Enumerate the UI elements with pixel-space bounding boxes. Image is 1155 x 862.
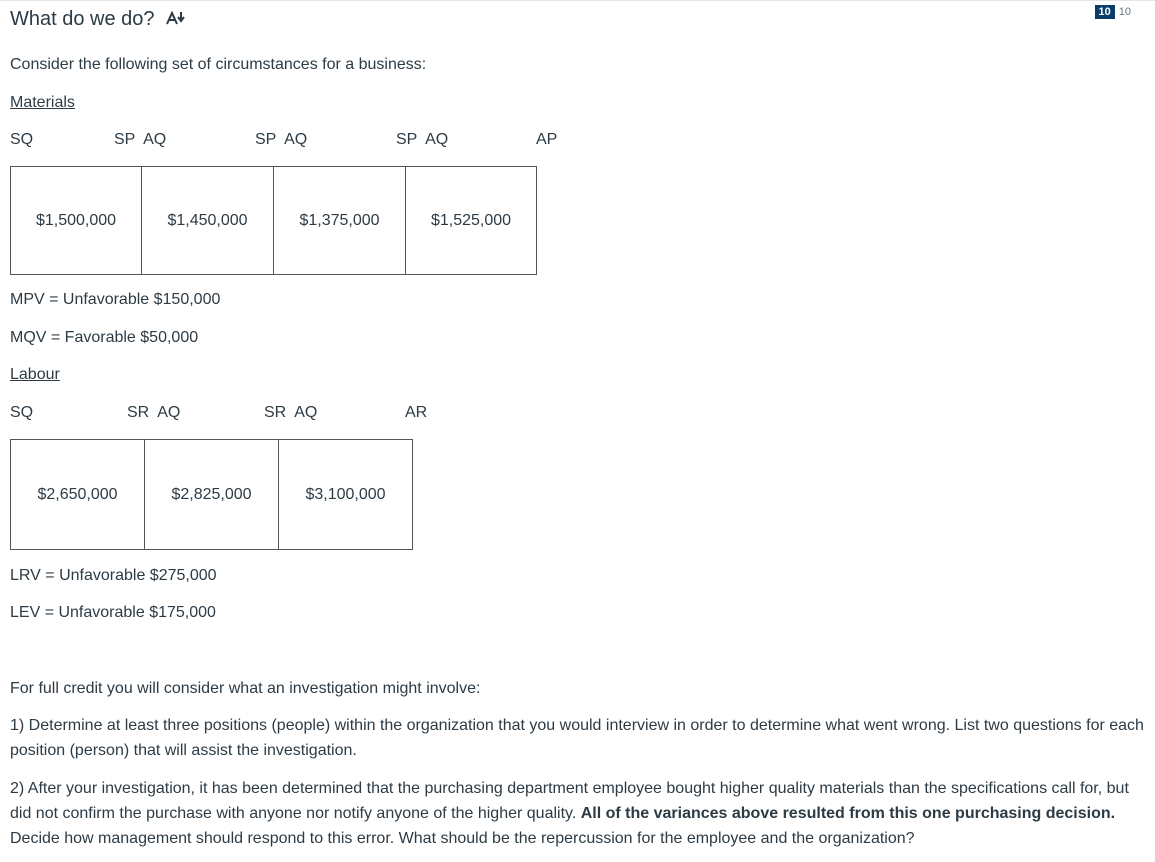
- table-cell: $2,650,000: [11, 440, 145, 550]
- mpv-text: MPV = Unfavorable $150,000: [10, 291, 221, 308]
- points-earned: 10: [1095, 5, 1115, 19]
- instruction-item-1: 1) Determine at least three positions (people) within the organization that you would interview in order to determine what went wrong. List two questions for each position (person) that will assist the investigation.: [10, 717, 1144, 759]
- lrv-text: LRV = Unfavorable $275,000: [10, 567, 217, 584]
- labour-col-label: SR AQ: [264, 404, 318, 421]
- materials-col-label: SP AQ: [114, 131, 167, 148]
- instruction-item-2: [10, 776, 1145, 851]
- text-to-speech-icon[interactable]: [166, 8, 186, 31]
- table-cell: $1,500,000: [11, 167, 142, 275]
- labour-heading: Labour: [10, 366, 60, 383]
- points-total: 10: [1118, 6, 1131, 18]
- table-cell: $2,825,000: [145, 440, 279, 550]
- table-row: [11, 167, 537, 275]
- labour-table: [10, 439, 413, 550]
- table-row: [11, 440, 413, 550]
- mqv-text: MQV = Favorable $50,000: [10, 329, 199, 346]
- instruction-item-2-start: 2) After your investigation, it has been determined that the purchasing department employee bought higher quality materials than the specifications call for, but did not confirm the purchase with anyone nor notify anyone of the higher quality.: [10, 780, 1129, 822]
- question-title: [10, 8, 186, 31]
- table-cell: $1,525,000: [406, 167, 537, 275]
- lev-text: LEV = Unfavorable $175,000: [10, 604, 216, 621]
- materials-col-label: SP AQ: [396, 131, 449, 148]
- question-title-text: What do we do?: [10, 8, 155, 30]
- table-cell: $1,375,000: [274, 167, 406, 275]
- materials-col-label: SQ: [10, 131, 34, 148]
- intro-text: Consider the following set of circumstances for a business:: [10, 56, 427, 73]
- materials-col-label: SP AQ: [255, 131, 308, 148]
- materials-col-label: AP: [536, 131, 558, 148]
- materials-heading: Materials: [10, 94, 75, 111]
- labour-col-label: AR: [405, 404, 428, 421]
- points-badge: [1095, 5, 1136, 19]
- table-cell: $3,100,000: [279, 440, 413, 550]
- instruction-item-2-end: Decide how management should respond to this error. What should be the repercussion for the employee and the organization?: [10, 830, 915, 847]
- labour-col-label: SR AQ: [127, 404, 181, 421]
- top-divider: [0, 0, 1155, 1]
- materials-table: [10, 166, 537, 275]
- labour-col-label: SQ: [10, 404, 34, 421]
- instruction-item-2-bold: All of the variances above resulted from this one purchasing decision.: [580, 805, 1116, 822]
- credit-text: For full credit you will consider what an investigation might involve:: [10, 680, 481, 697]
- table-cell: $1,450,000: [142, 167, 274, 275]
